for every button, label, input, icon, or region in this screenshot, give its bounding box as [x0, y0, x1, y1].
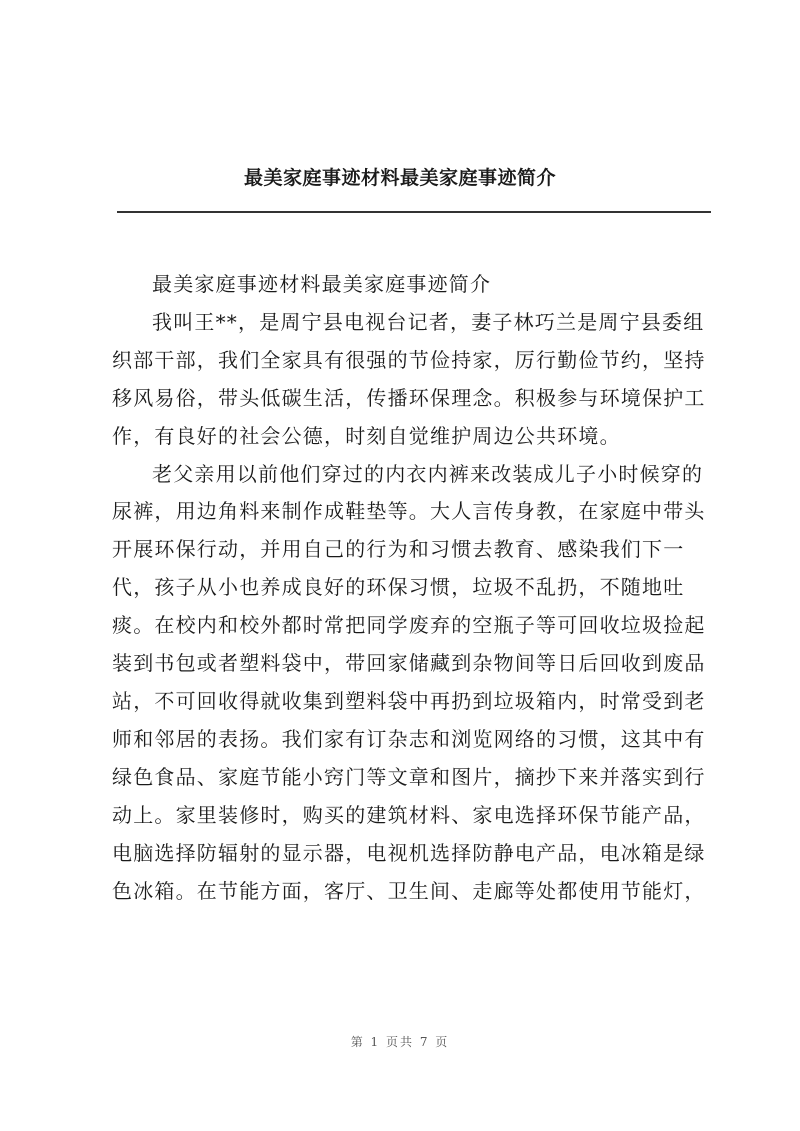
paragraph-heading: 最美家庭事迹材料最美家庭事迹简介 — [152, 272, 492, 296]
page-footer: 第 1 页共 7 页 — [350, 1035, 450, 1049]
title-divider — [117, 211, 711, 213]
document-body — [112, 266, 716, 910]
document-title: 最美家庭事迹材料最美家庭事迹简介 — [243, 167, 556, 189]
paragraph-family-practices: 老父亲用以前他们穿过的内衣内裤来改装成儿子小时候穿的尿裤，用边角料来制作成鞋垫等。大人言传身教，在家庭中带头开展环保行动，并用自己的行为和习惯去教育、感染我们下一代，孩子从小也养成良好的环保习惯，垃圾不乱扔，不随地吐痰。在校内和校外都时常把同学废弃的空瓶子等可回收垃圾捡起装到书包或者塑料袋中，带回家储藏到杂物间等日后回收到废品站，不可回收得就收集到塑料袋中再扔到垃圾箱内，时常受到老师和邻居的表扬。我们家有订杂志和浏览网络的习惯，这其中有绿色食品、家庭节能小窍门等文章和图片，摘抄下来并落实到行动上。家里装修时，购买的建筑材料、家电选择环保节能产品，电脑选择防辐射的显示器，电视机选择防静电产品，电冰箱是绿色冰箱。在节能方面，客厅、卫生间、走廊等处都使用节能灯， — [112, 461, 706, 903]
paragraph-introduction: 我叫王**，是周宁县电视台记者，妻子林巧兰是周宁县委组织部干部，我们全家具有很强的节俭持家，厉行勤俭节约，坚持移风易俗，带头低碳生活，传播环保理念。积极参与环境保护工作，有良好的社会公德，时刻自觉维护周边公共环境。 — [112, 309, 706, 448]
